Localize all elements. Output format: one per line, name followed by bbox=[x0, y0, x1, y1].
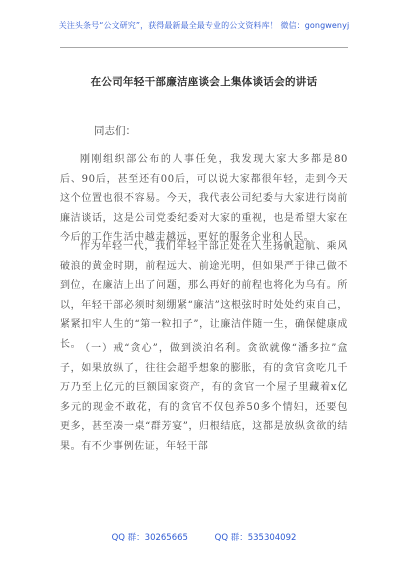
header-notice: 关注头条号“公文研究”，获得最新最全最专业的公文资料库！ 微信：gongwenyj bbox=[58, 21, 350, 30]
salutation: 同志们： bbox=[94, 125, 136, 137]
header-divider bbox=[60, 47, 348, 48]
footer-qq-group-2: QQ 群：535304092 bbox=[214, 533, 297, 543]
document-title: 在公司年轻干部廉洁座谈会上集体谈话会的讲话 bbox=[90, 76, 318, 88]
body-paragraph-3: （一）戒“贪心”，做到淡泊名利。贪欲就像“潘多拉”盒子，如果放纵了，往往会超乎想象的膨胀，有的贪官贪吃几千万乃至上亿元的巨额国家资产，有的贪官一个屋子里藏着x亿多元的现金不敢花，有的贪官不仅包养50多个情妇，还要包更多，甚至凑一桌“群芳宴”，归根结底，这都是放纵贪欲的结果。有不少事例佐证，年轻干部 bbox=[60, 343, 348, 452]
footer-contact bbox=[0, 531, 408, 543]
body-paragraph-1: 刚刚组织部公布的人事任免，我发现大家大多都是80后、90后，甚至还有00后，可以说大家都很年轻，走到今天这个位置也很不容易。今天，我代表公司纪委与大家进行岗前廉洁谈话，这是公司党委纪委对大家的重视，也是希望大家在今后的工作生活中越走越远，更好的服务企业和人民。 bbox=[60, 154, 348, 244]
body-paragraph-2: 作为年轻一代，我们年轻干部正处在人生扬帆起航、乘风破浪的黄金时期，前程远大、前途光明，但如果严于律己做不到位，在廉洁上出了问题，那么再好的前程也将化为乌有。所以，年轻干部必须时刻绷紧“廉洁”这根弦时时处处约束自己，紧紧扣牢人生的“第一粒扣子”，让廉洁伴随一生，确保健康成长。 bbox=[60, 241, 348, 350]
footer-qq-group-1: QQ 群：30265665 bbox=[111, 533, 188, 543]
